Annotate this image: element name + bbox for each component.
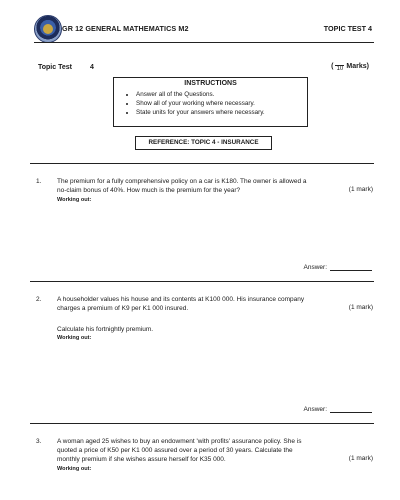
question-text [57, 177, 373, 195]
question-line: The premium for a fully comprehensive policy on a car is K180. The owner is allowed a [57, 178, 307, 185]
question-text [57, 437, 373, 464]
answer-line[interactable] [330, 405, 372, 413]
instructions-list [126, 90, 265, 117]
total-marks [331, 61, 369, 72]
instruction-item: • Show all of your working where necessary. [136, 99, 265, 108]
answer-field[interactable] [304, 263, 372, 271]
question-mark-value: (1 mark) [348, 455, 373, 462]
test-label: TOPIC TEST 4 [323, 24, 372, 33]
question-line: charges a premium of K9 per K1 000 insured. [57, 305, 189, 312]
topic-test-label: Topic Test [38, 64, 72, 71]
question-number: 2. [36, 296, 42, 303]
instruction-item: • Answer all of the Questions. [136, 90, 265, 99]
answer-label: Answer: [303, 264, 327, 271]
answer-line[interactable] [330, 263, 372, 271]
instruction-item: • State units for your answers where necessary. [136, 108, 265, 117]
question-mark-value: (1 mark) [348, 186, 373, 193]
school-logo [34, 15, 62, 43]
instructions-box [113, 77, 308, 127]
marks-denominator: 10 [336, 66, 344, 72]
answer-label: Answer: [303, 406, 327, 413]
question-line: monthly premium if she wishes assure herself for K35 000. [57, 456, 226, 463]
question-number: 1. [36, 178, 42, 185]
question-mark-value: (1 mark) [348, 304, 373, 311]
marks-open-paren: ( [331, 63, 334, 70]
answer-field[interactable] [304, 405, 372, 413]
question-line: A woman aged 25 wishes to buy an endowment 'with profits' assurance policy. She is [57, 438, 302, 445]
document-title: GR 12 GENERAL MATHEMATICS M2 [62, 24, 189, 33]
marks-label: Marks) [346, 63, 369, 70]
question-line: no-claim bonus of 40%. How much is the premium for the year? [57, 187, 241, 194]
instructions-title: INSTRUCTIONS [184, 80, 237, 87]
topic-test-number: 4 [90, 64, 94, 71]
marks-fraction [335, 61, 344, 72]
section-divider [30, 423, 374, 424]
working-out-label: Working out: [57, 197, 92, 203]
reference-box: REFERENCE: TOPIC 4 - INSURANCE [135, 136, 272, 150]
question-line: A householder values his house and its contents at K100 000. His insurance company [57, 296, 305, 303]
working-out-label: Working out: [57, 335, 92, 341]
header-divider [34, 42, 374, 43]
question-line: quoted a price of K50 per K1 000 assured over a period of 30 years. Calculate the [57, 447, 293, 454]
section-divider [30, 163, 374, 164]
question-number: 3. [36, 438, 42, 445]
question-text [57, 295, 373, 313]
working-out-label: Working out: [57, 466, 92, 472]
section-divider [30, 281, 374, 282]
question-instruction: Calculate his fortnightly premium. [57, 326, 154, 333]
